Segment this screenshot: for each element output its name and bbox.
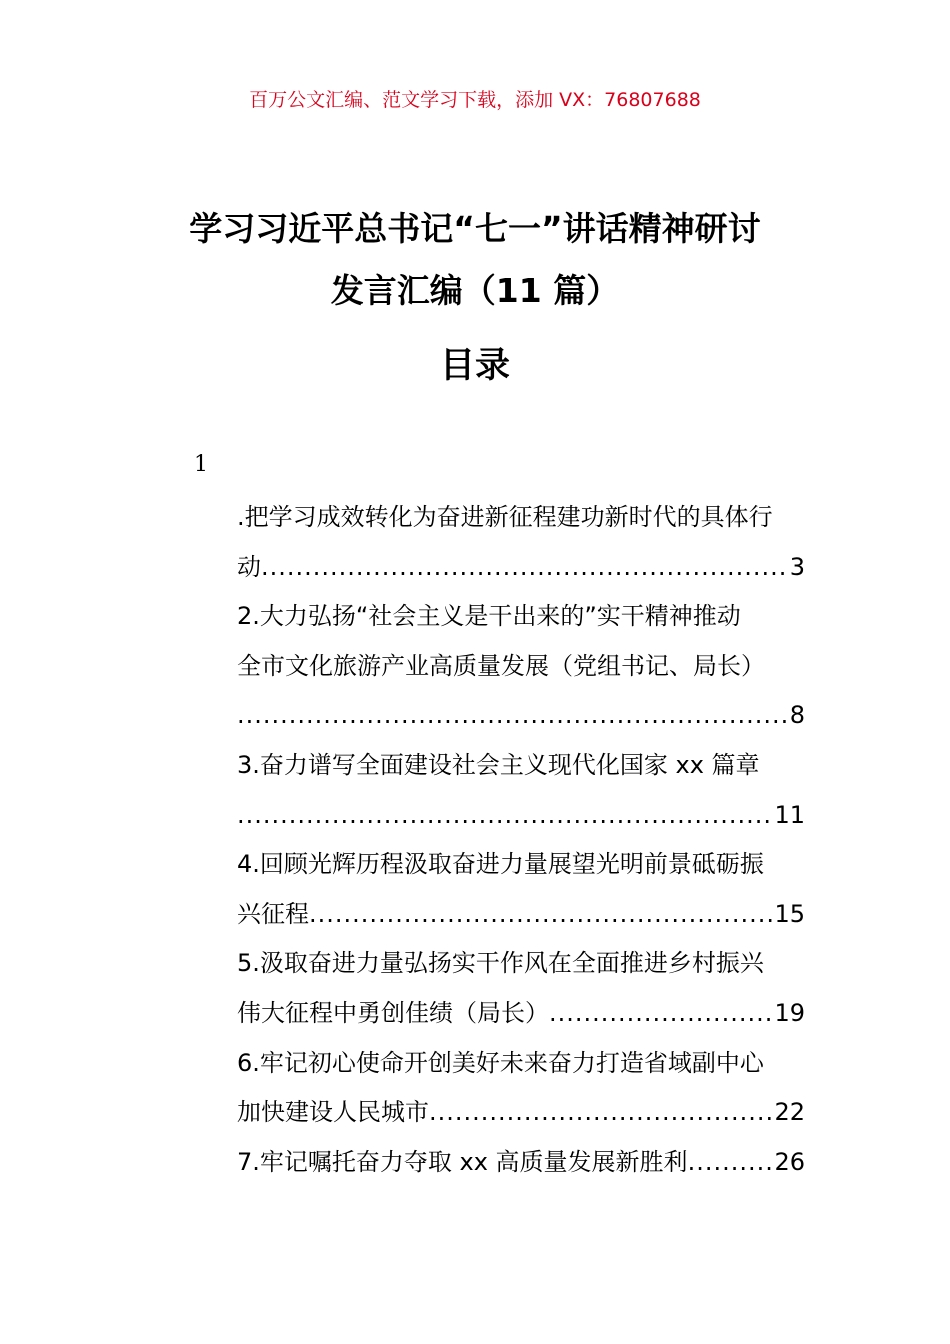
toc-heading: 目录 [439,346,510,386]
dot-leader [237,791,772,841]
table-of-contents [237,493,805,1187]
toc-item-4-line-2[interactable] [237,890,805,940]
header-promo-note: 百万公文汇编、范文学习下载，添加 VX：76807688 [249,89,701,111]
toc-item-6-page: 22 [774,1098,805,1127]
toc-item-4-title: 4.回顾光辉历程汲取奋进力量展望光明前景砥砺振 [237,850,764,879]
toc-item-5-title-cont: 伟大征程中勇创佳绩（局长） [237,998,549,1027]
toc-item-1-page: 3 [789,552,805,581]
toc-item-3-line-1[interactable] [237,741,805,791]
dot-leader [309,890,772,940]
dot-leader [237,691,788,741]
toc-item-6-title-cont: 加快建设人民城市 [237,1098,429,1127]
toc-item-1-line-2[interactable] [237,543,805,593]
toc-item-4-title-cont: 兴征程 [237,899,309,928]
toc-item-7-page: 26 [774,1147,805,1176]
toc-item-4-line-1[interactable] [237,840,805,890]
toc-item-7-line-1[interactable] [237,1138,805,1188]
toc-item-3-line-2[interactable] [237,791,805,841]
toc-item-1-number: 1 [194,452,208,477]
dot-leader [429,1088,772,1138]
toc-item-2-line-2[interactable] [237,642,805,692]
document-title-line-2: 发言汇编（11 篇） [330,271,620,310]
toc-item-2-line-3[interactable] [237,691,805,741]
dot-leader [549,989,772,1039]
toc-item-7-title: 7.牢记嘱托奋力夺取 xx 高质量发展新胜利 [237,1147,688,1176]
dot-leader [261,543,788,593]
toc-item-1-line-1[interactable] [237,493,805,543]
document-title-line-1: 学习习近平总书记“七一”讲话精神研讨 [189,209,761,248]
toc-item-4-page: 15 [774,899,805,928]
toc-item-1-title-cont: 动 [237,552,261,581]
toc-item-5-line-1[interactable] [237,939,805,989]
toc-item-1-title: .把学习成效转化为奋进新征程建功新时代的具体行 [237,503,773,531]
toc-item-2-title-cont: 全市文化旅游产业高质量发展（党组书记、局长） [237,651,765,680]
toc-item-6-line-1[interactable] [237,1039,805,1089]
toc-item-2-title: 2.大力弘扬“社会主义是干出来的”实干精神推动 [237,602,741,631]
toc-item-2-line-1[interactable] [237,592,805,642]
toc-item-6-line-2[interactable] [237,1088,805,1138]
toc-item-5-line-2[interactable] [237,989,805,1039]
dot-leader [688,1138,773,1188]
toc-item-6-title: 6.牢记初心使命开创美好未来奋力打造省域副中心 [237,1048,764,1077]
toc-item-3-page: 11 [774,800,805,829]
toc-item-5-page: 19 [774,998,805,1027]
toc-item-2-page: 8 [789,701,805,730]
document-title [0,198,950,322]
toc-item-3-title: 3.奋力谱写全面建设社会主义现代化国家 xx 篇章 [237,750,760,779]
toc-item-5-title: 5.汲取奋进力量弘扬实干作风在全面推进乡村振兴 [237,949,764,978]
